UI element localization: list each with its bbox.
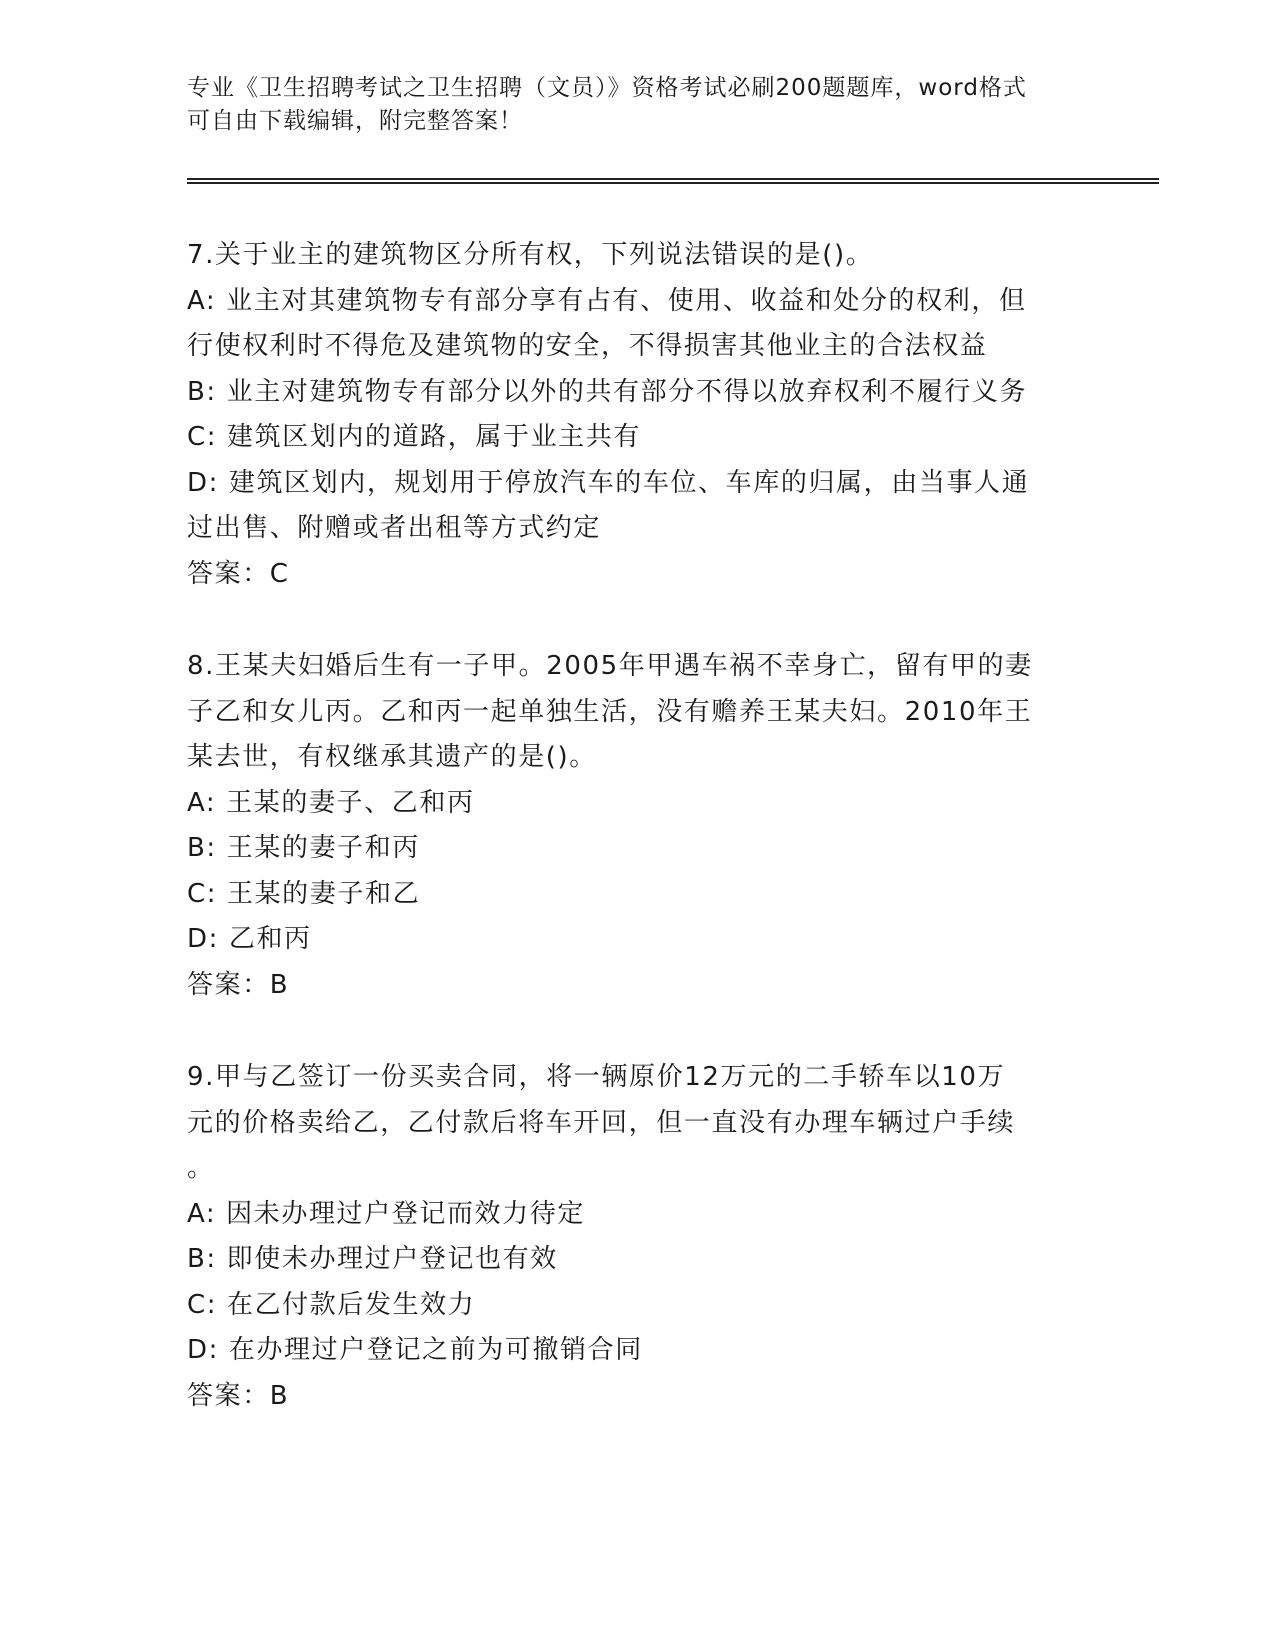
page-header: [187, 72, 1067, 138]
option-d: D: 在办理过户登记之前为可撤销合同: [187, 1335, 643, 1365]
question-stem-line-3: 。: [187, 1153, 215, 1183]
option-a: A: 王某的妻子、乙和丙: [187, 787, 475, 818]
header-line-1: 专业《卫生招聘考试之卫生招聘（文员）》资格考试必刷200题题库，word格式: [187, 75, 1027, 101]
option-d: D: 乙和丙: [187, 924, 312, 954]
option-a: A: 因未办理过户登记而效力待定: [187, 1198, 585, 1229]
option-b: B: 即使未办理过户登记也有效: [187, 1244, 558, 1274]
header-line-2: 可自由下载编辑，附完整答案！: [187, 108, 523, 134]
option-d-line-1: D: 建筑区划内，规划用于停放汽车的车位、车库的归属，由当事人通: [187, 467, 1030, 498]
option-c: C: 建筑区划内的道路，属于业主共有: [187, 422, 641, 452]
header-double-rule: [187, 178, 1159, 184]
option-a-line-1: A: 业主对其建筑物专有部分享有占有、使用、收益和处分的权利，但: [187, 285, 1027, 316]
question-stem-line-3: 某去世，有权继承其遗产的是()。: [187, 742, 597, 772]
question-stem-line-2: 子乙和女儿丙。乙和丙一起单独生活，没有赡养王某夫妇。2010年王: [187, 696, 1033, 727]
question-stem-line-1: 8.王某夫妇婚后生有一子甲。2005年甲遇车祸不幸身亡，留有甲的妻: [187, 651, 1033, 681]
option-c: C: 王某的妻子和乙: [187, 878, 421, 909]
option-a-line-2: 行使权利时不得危及建筑物的安全，不得损害其他业主的合法权益: [187, 331, 988, 361]
question-stem-line-2: 元的价格卖给乙，乙付款后将车开回，但一直没有办理车辆过户手续: [187, 1107, 1016, 1138]
option-b: B: 王某的妻子和丙: [187, 833, 420, 863]
answer-label: 答案：B: [187, 969, 290, 1000]
question-stem-line-1: 9.甲与乙签订一份买卖合同，将一辆原价12万元的二手轿车以10万: [187, 1062, 1006, 1092]
question-8: [187, 644, 1087, 1008]
answer-label: 答案：C: [187, 558, 290, 589]
question-9: [187, 1055, 1087, 1419]
option-c: C: 在乙付款后发生效力: [187, 1289, 476, 1320]
option-d-line-2: 过出售、附赠或者出租等方式约定: [187, 513, 602, 543]
answer-label: 答案：B: [187, 1380, 290, 1411]
question-stem: 7.关于业主的建筑物区分所有权，下列说法错误的是()。: [187, 240, 874, 270]
option-b: B: 业主对建筑物专有部分以外的共有部分不得以放弃权利不履行义务: [187, 376, 1028, 407]
question-7: [187, 233, 1087, 597]
